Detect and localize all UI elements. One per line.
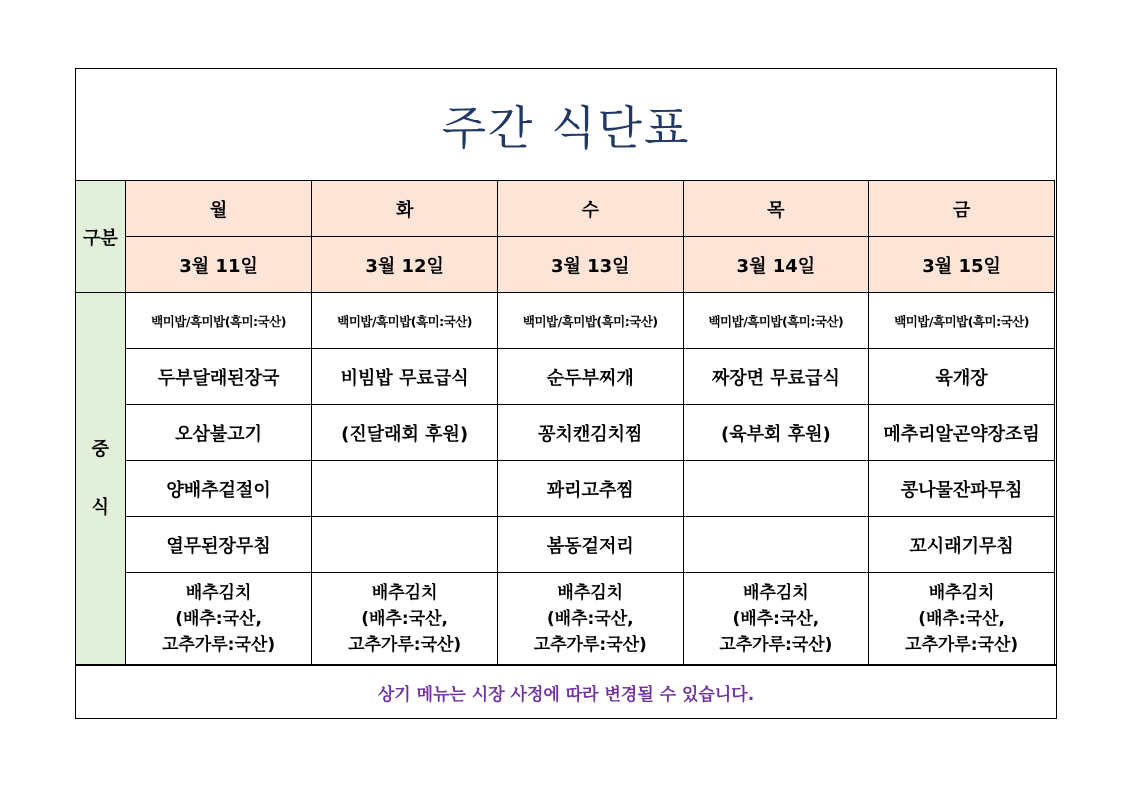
menu-cell: 꽁치캔김치찜 bbox=[497, 405, 683, 461]
menu-cell: 열무된장무침 bbox=[125, 517, 312, 573]
menu-cell: 콩나물잔파무침 bbox=[869, 461, 1055, 517]
rice-cell: 백미밥/흑미밥(흑미:국산) bbox=[869, 293, 1055, 349]
kimchi-cell bbox=[497, 573, 683, 666]
menu-cell: 육개장 bbox=[869, 349, 1055, 405]
kimchi-name: 배추김치 bbox=[185, 583, 252, 603]
kimchi-origin-1: (배추:국산, bbox=[918, 609, 1005, 629]
kimchi-origin-2: 고추가루:국산) bbox=[348, 635, 462, 655]
section-label-char-2: 식 bbox=[91, 497, 110, 518]
rice-cell: 백미밥/흑미밥(흑미:국산) bbox=[125, 293, 312, 349]
row-label-category: 구분 bbox=[76, 181, 126, 293]
kimchi-name: 배추김치 bbox=[928, 583, 995, 603]
date-header-tue: 3월 12일 bbox=[312, 237, 498, 293]
menu-cell: 오삼불고기 bbox=[125, 405, 312, 461]
menu-cell bbox=[312, 517, 498, 573]
kimchi-name: 배추김치 bbox=[743, 583, 809, 603]
kimchi-origin-2: 고추가루:국산) bbox=[533, 635, 647, 655]
kimchi-origin-1: (배추:국산, bbox=[175, 609, 262, 629]
menu-cell: 두부달래된장국 bbox=[125, 349, 312, 405]
menu-table bbox=[75, 180, 1055, 666]
kimchi-cell bbox=[312, 573, 498, 666]
section-label-lunch bbox=[76, 293, 126, 666]
rice-cell: 백미밥/흑미밥(흑미:국산) bbox=[312, 293, 498, 349]
kimchi-origin-1: (배추:국산, bbox=[546, 609, 634, 629]
menu-cell: (진달래회 후원) bbox=[312, 405, 498, 461]
rice-cell: 백미밥/흑미밥(흑미:국산) bbox=[683, 293, 869, 349]
date-header-mon: 3월 11일 bbox=[125, 237, 312, 293]
menu-cell: 양배추겉절이 bbox=[125, 461, 312, 517]
menu-cell bbox=[683, 517, 869, 573]
kimchi-origin-2: 고추가루:국산) bbox=[905, 635, 1019, 655]
footer-note: 상기 메뉴는 시장 사정에 따라 변경될 수 있습니다. bbox=[76, 664, 1056, 718]
kimchi-name: 배추김치 bbox=[371, 583, 438, 603]
day-header-mon: 월 bbox=[125, 181, 312, 237]
menu-sheet bbox=[75, 68, 1057, 719]
menu-cell: 비빔밥 무료급식 bbox=[312, 349, 498, 405]
kimchi-name: 배추김치 bbox=[557, 583, 624, 603]
kimchi-origin-1: (배추:국산, bbox=[732, 609, 820, 629]
kimchi-cell bbox=[869, 573, 1055, 666]
menu-cell bbox=[683, 461, 869, 517]
menu-cell: 메추리알곤약장조림 bbox=[869, 405, 1055, 461]
menu-cell: (육부회 후원) bbox=[683, 405, 869, 461]
kimchi-origin-2: 고추가루:국산) bbox=[161, 635, 276, 655]
date-header-fri: 3월 15일 bbox=[869, 237, 1055, 293]
menu-cell: 순두부찌개 bbox=[497, 349, 683, 405]
kimchi-cell bbox=[683, 573, 869, 666]
menu-cell: 꼬시래기무침 bbox=[869, 517, 1055, 573]
menu-cell: 봄동겉저리 bbox=[497, 517, 683, 573]
menu-cell: 꽈리고추찜 bbox=[497, 461, 683, 517]
day-header-fri: 금 bbox=[869, 181, 1055, 237]
menu-cell bbox=[312, 461, 498, 517]
date-header-thu: 3월 14일 bbox=[683, 237, 869, 293]
kimchi-origin-1: (배추:국산, bbox=[361, 609, 448, 629]
day-header-wed: 수 bbox=[497, 181, 683, 237]
kimchi-origin-2: 고추가루:국산) bbox=[719, 635, 833, 655]
kimchi-cell bbox=[125, 573, 312, 666]
section-label-char-1: 중 bbox=[91, 439, 110, 460]
page-title: 주간 식단표 bbox=[441, 101, 691, 155]
day-header-tue: 화 bbox=[312, 181, 498, 237]
rice-cell: 백미밥/흑미밥(흑미:국산) bbox=[497, 293, 683, 349]
menu-cell: 짜장면 무료급식 bbox=[683, 349, 869, 405]
date-header-wed: 3월 13일 bbox=[497, 237, 683, 293]
day-header-thu: 목 bbox=[683, 181, 869, 237]
